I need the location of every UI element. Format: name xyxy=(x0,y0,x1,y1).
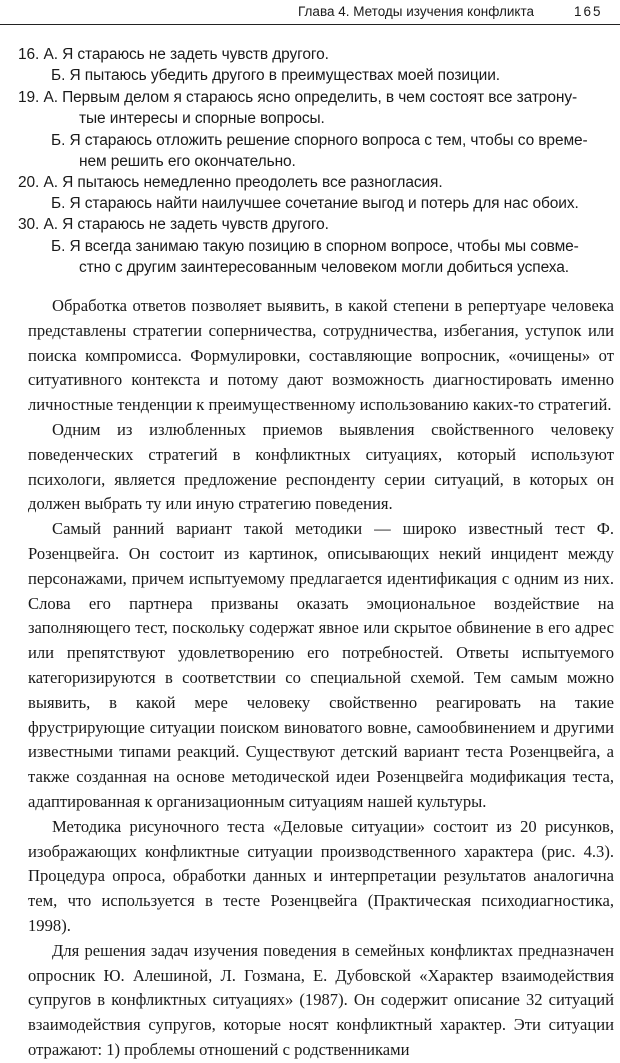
running-header xyxy=(0,0,620,25)
question-line: Б. Я стараюсь найти наилучшее сочетание выгод и потерь для нас обоих. xyxy=(51,195,579,212)
question-line: 20. А. Я пытаюсь немедленно преодолеть все разногласия. xyxy=(18,174,443,191)
question-line: 30. А. Я стараюсь не задеть чувств другого. xyxy=(18,216,329,233)
chapter-title: Глава 4. Методы изучения конфликта xyxy=(298,4,535,19)
question-line: стно с другим заинтересованным человеком могли добиться успеха. xyxy=(79,259,569,276)
question-line: Б. Я стараюсь отложить решение спорного вопроса с тем, чтобы со време- xyxy=(51,132,588,149)
question-line: Б. Я пытаюсь убедить другого в преимуществах моей позиции. xyxy=(51,67,500,84)
question-line: Б. Я всегда занимаю такую позицию в спорном вопросе, чтобы мы совме- xyxy=(51,238,579,255)
paragraph: Для решения задач изучения поведения в семейных конфликтах предназначен опросник Ю. Алешиной, Л. Гозмана, Е. Дубовской «Характер взаимодействия супругов в конфликтных ситуациях» (1987). Он содержит описание 32 ситуаций взаимодействия супругов, которые носят конфликтный характер. Эти ситуации отражают: 1) проблемы отношений с родственниками xyxy=(28,940,614,1059)
question-line: тые интересы и спорные вопросы. xyxy=(79,110,325,127)
paragraph: Методика рисуночного теста «Деловые ситуации» состоит из 20 рисунков, изображающих конфликтные ситуации производственного характера (рис. 4.3). Процедура опроса, обработки данных и интерпретации результатов аналогична тем, что используется в тесте Розенцвейга (Практическая психодиагностика, 1998). xyxy=(28,816,614,935)
question-line: 16. А. Я стараюсь не задеть чувств другого. xyxy=(18,46,329,63)
paragraph: Самый ранний вариант такой методики — широко известный тест Ф. Розенцвейга. Он состоит из картинок, описывающих некий инцидент между персонажами, причем испытуемому предлагается идентификация с одним из них. Слова его партнера призваны оказать эмоциональное воздействие на заполняющего тест, поскольку содержат явное или скрытое обвинение в его адрес или препятствуют удовлетворению его потребностей. Ответы испытуемого категоризируются в соответствии со специальной схемой. Тем самым можно выявить, в какой мере человеку свойственно реагировать на такие фрустрирующие ситуации поиском виноватого вовне, самообвинением и другими известными типами реакций. Существуют детский вариант теста Розенцвейга, а также созданная на основе методической идеи Розенцвейга модификация теста, адаптированная к организационным ситуациям нашей культуры. xyxy=(28,519,614,811)
body-text xyxy=(28,294,614,1063)
page-number: 165 xyxy=(574,4,603,19)
question-line: нем решить его окончательно. xyxy=(79,153,296,170)
paragraph: Одним из излюбленных приемов выявления свойственного человеку поведенческих стратегий в конфликтных ситуациях, который используют психологи, является предложение респонденту серии ситуаций, в которых он должен выбрать ту или иную стратегию поведения. xyxy=(28,419,614,514)
question-line: 19. А. Первым делом я стараюсь ясно определить, в чем состоят все затрону- xyxy=(18,89,578,106)
paragraph: Обработка ответов позволяет выявить, в какой степени в репертуаре человека представлены стратегии соперничества, сотрудничества, избегания, уступок или поиска компромисса. Формулировки, составляющие вопросник, «очищены» от ситуативного контекста и потому дают возможность диагностировать именно личностные тенденции к преимущественному использованию каких-то стратегий. xyxy=(28,296,614,415)
